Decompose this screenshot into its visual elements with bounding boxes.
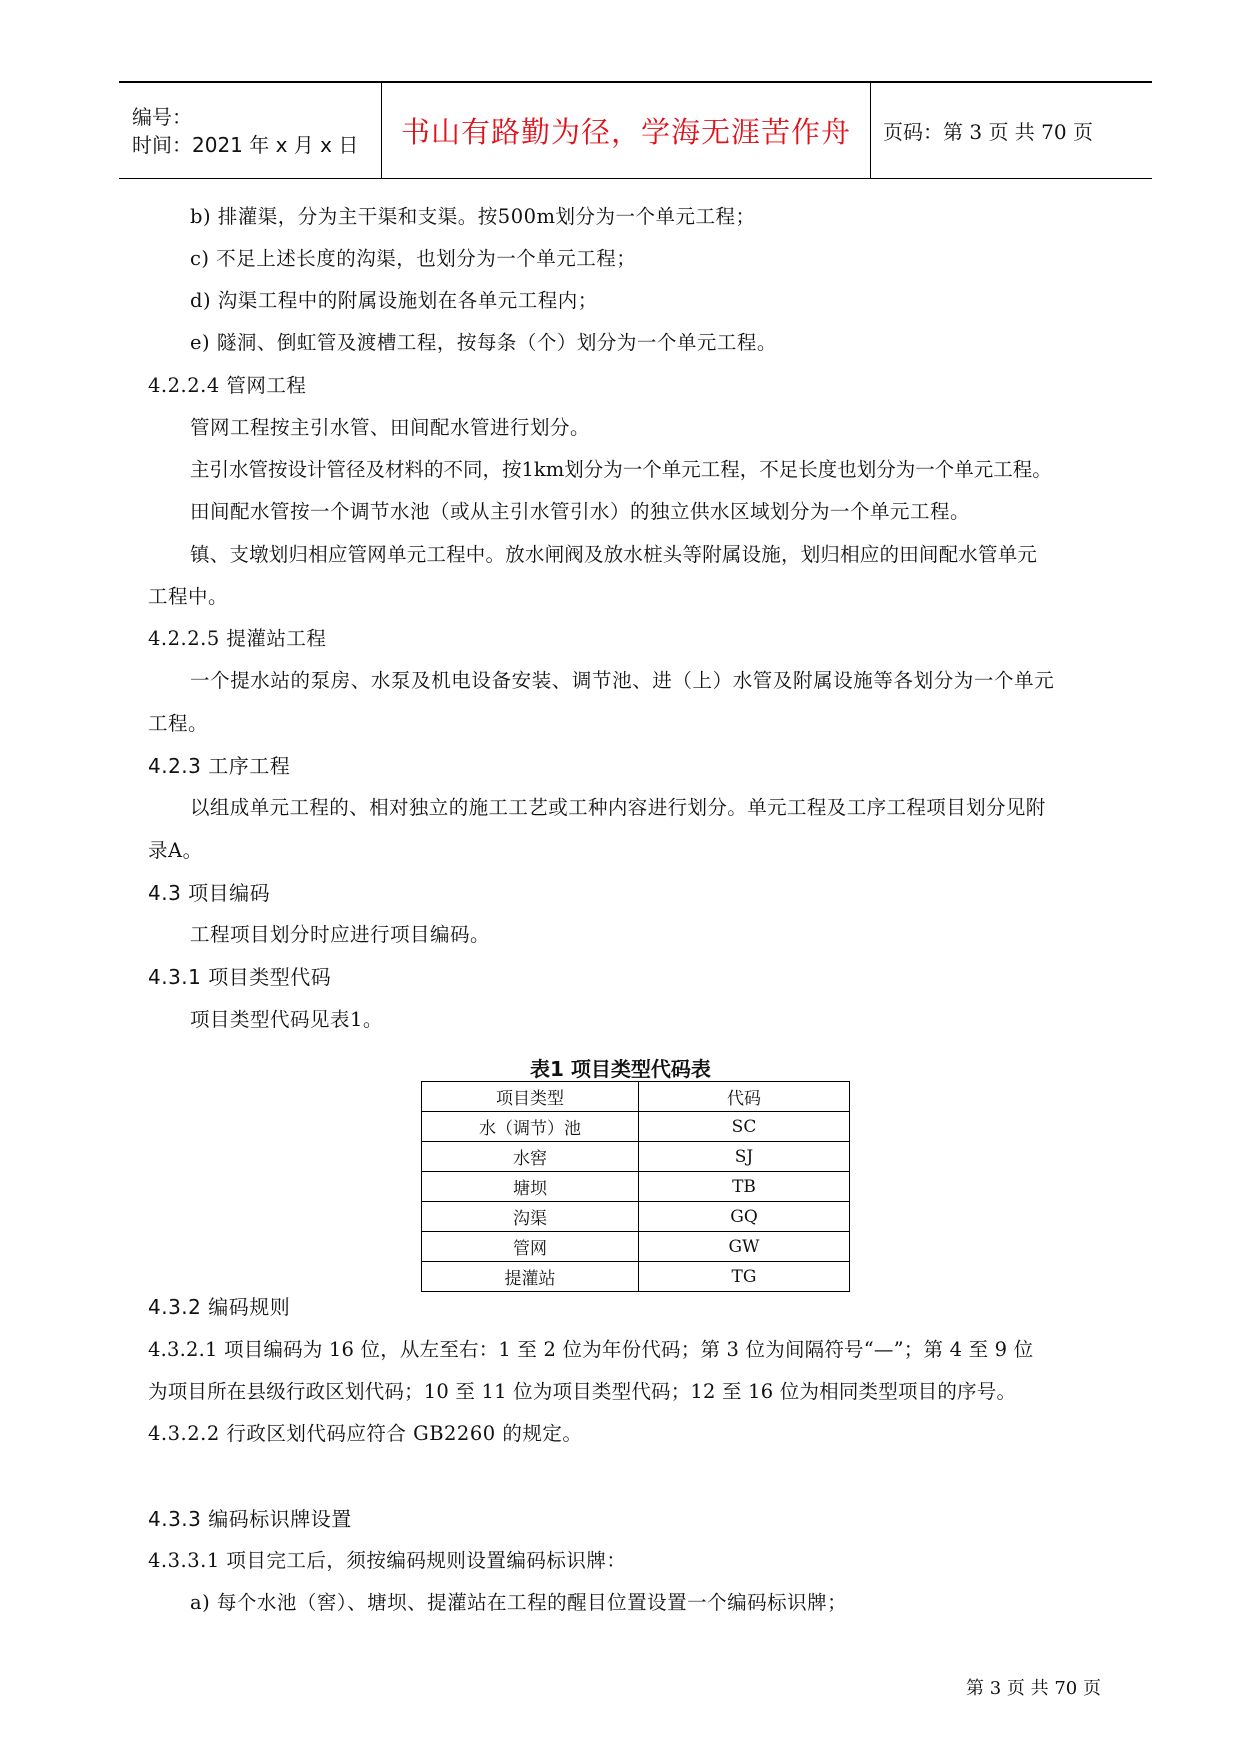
section-heading-4-3-1: 4.3.1 项目类型代码 (148, 965, 332, 989)
paragraph: 主引水管按设计管径及材料的不同，按1km划分为一个单元工程，不足长度也划分为一个单元工程。 (190, 458, 1052, 481)
list-item-b: b) 排灌渠，分为主干渠和支渠。按500m划分为一个单元工程； (190, 205, 756, 228)
paragraph: 以组成单元工程的、相对独立的施工工艺或工种内容进行划分。单元工程及工序工程项目划分见附 (190, 796, 1046, 819)
header-page-cell (871, 83, 1152, 178)
table-cell: TG (639, 1262, 850, 1292)
document-header (119, 81, 1152, 179)
table-cell: 提灌站 (422, 1262, 639, 1292)
table-cell: 水（调节）池 (422, 1112, 639, 1142)
section-heading-4-2-3: 4.2.3 工序工程 (148, 754, 291, 778)
paragraph: 工程项目划分时应进行项目编码。 (190, 923, 491, 946)
paragraph: 管网工程按主引水管、田间配水管进行划分。 (190, 416, 591, 439)
list-item-a: a) 每个水池（窖）、塘坝、提灌站在工程的醒目位置设置一个编码标识牌； (190, 1591, 848, 1614)
table-cell: GQ (639, 1202, 850, 1232)
list-item-e: e) 隧洞、倒虹管及渡槽工程，按每条（个）划分为一个单元工程。 (190, 331, 777, 354)
paragraph: 镇、支墩划归相应管网单元工程中。放水闸阀及放水桩头等附属设施，划归相应的田间配水管单元 (190, 543, 1038, 566)
table-cell: 沟渠 (422, 1202, 639, 1232)
time-label: 时间：2021 年 x 月 x 日 (132, 132, 359, 157)
page-label: 页码：第 3 页 共 70 页 (883, 120, 1093, 144)
table-cell: 水窖 (422, 1142, 639, 1172)
table-cell: TB (639, 1172, 850, 1202)
section-heading-4-2-2-4: 4.2.2.4 管网工程 (148, 374, 307, 397)
section-heading-4-3-2: 4.3.2 编码规则 (148, 1295, 291, 1319)
table-header-cell: 代码 (639, 1082, 850, 1112)
page-footer: 第 3 页 共 70 页 (966, 1678, 1101, 1699)
header-meta (119, 83, 381, 178)
list-item-c: c) 不足上述长度的沟渠，也划分为一个单元工程； (190, 247, 637, 270)
table-row (422, 1232, 850, 1262)
section-heading-4-3-3: 4.3.3 编码标识牌设置 (148, 1507, 352, 1531)
section-heading-4-3: 4.3 项目编码 (148, 881, 271, 905)
table-header-row (422, 1082, 850, 1112)
paragraph: 田间配水管按一个调节水池（或从主引水管引水）的独立供水区域划分为一个单元工程。 (190, 500, 971, 523)
table-row (422, 1142, 850, 1172)
table-row (422, 1262, 850, 1292)
paragraph: 4.3.3.1 项目完工后，须按编码规则设置编码标识牌： (148, 1549, 627, 1572)
paragraph-continuation: 工程中。 (148, 585, 229, 608)
paragraph-continuation: 录A。 (148, 839, 203, 862)
number-label: 编号： (132, 104, 192, 129)
paragraph: 一个提水站的泵房、水泵及机电设备安装、调节池、进（上）水管及附属设施等各划分为一个单元 (190, 669, 1055, 692)
table-cell: 塘坝 (422, 1172, 639, 1202)
table-row (422, 1172, 850, 1202)
paragraph: 4.3.2.2 行政区划代码应符合 GB2260 的规定。 (148, 1422, 583, 1445)
table-cell: GW (639, 1232, 850, 1262)
table-header-cell: 项目类型 (422, 1082, 639, 1112)
paragraph-continuation: 工程。 (148, 712, 209, 735)
paragraph-continuation: 为项目所在县级行政区划代码；10 至 11 位为项目类型代码；12 至 16 位为相同类型项目的序号。 (148, 1380, 1017, 1403)
table-cell: SJ (639, 1142, 850, 1172)
table-caption: 表1 项目类型代码表 (530, 1057, 711, 1081)
paragraph: 4.3.2.1 项目编码为 16 位，从左至右：1 至 2 位为年份代码；第 3 位为间隔符号“—”；第 4 至 9 位 (148, 1338, 1034, 1361)
paragraph: 项目类型代码见表1。 (190, 1008, 383, 1031)
section-heading-4-2-2-5: 4.2.2.5 提灌站工程 (148, 627, 327, 650)
list-item-d: d) 沟渠工程中的附属设施划在各单元工程内； (190, 289, 598, 312)
motto: 书山有路勤为径，学海无涯苦作舟 (400, 115, 851, 149)
table-row (422, 1202, 850, 1232)
table-cell: 管网 (422, 1232, 639, 1262)
table-cell: SC (639, 1112, 850, 1142)
project-type-code-table (421, 1081, 850, 1292)
table-row (422, 1112, 850, 1142)
header-motto-cell (381, 83, 871, 178)
